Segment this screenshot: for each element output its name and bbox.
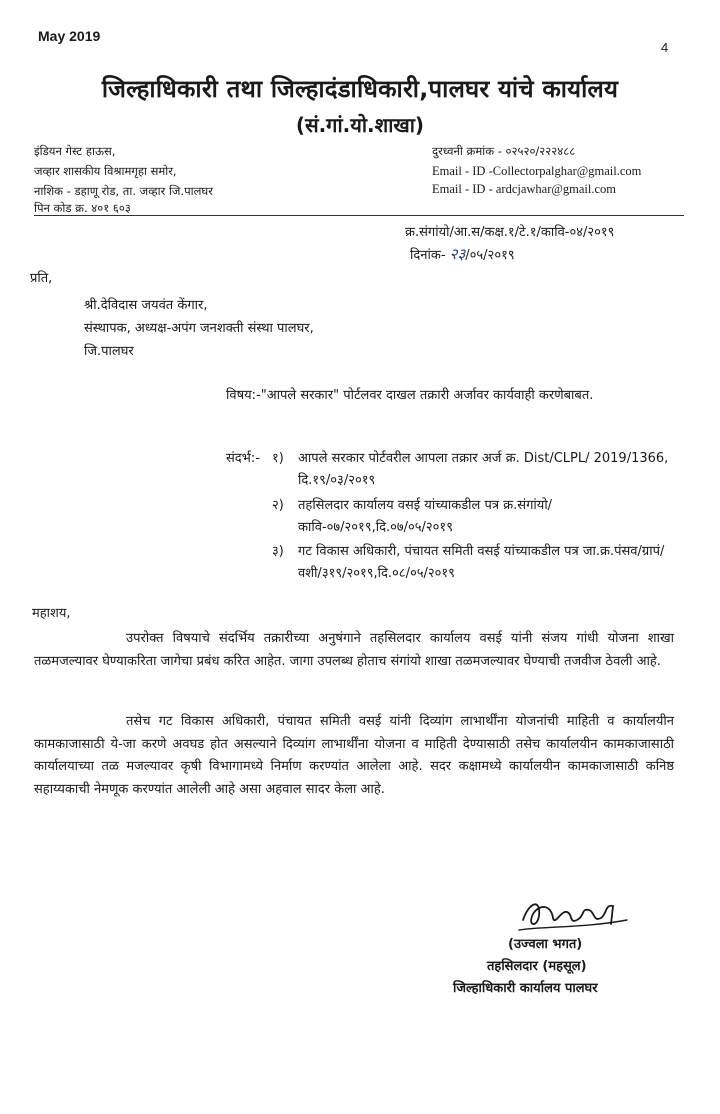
reference-item: ३) गट विकास अधिकारी, पंचायत समिती वसई यांच्याकडील पत्र जा.क्र.पंसव/ग्रापं/वशी/३१९/२०१९,दि.०८/०५/२०१९ (272, 544, 665, 581)
body-paragraph: तसेच गट विकास अधिकारी, पंचायत समिती वसई यांनी दिव्यांग लाभार्थींना योजनांची माहिती व कार्यालयीन कामकाजासाठी ये-जा करणे अवघड होत असल्याने दिव्यांग लाभार्थींना योजना व माहिती देण्यासाठी तसेच कार्यालयीन कामकाजासाठी कार्यालयाच्या तळ मजल्यावर कृषी विभागामध्ये निर्माण करण्यांत आलेला आहे. सदर कक्षामध्ये कार्यालयीन कामकाजासाठी कनिष्ठ सहाय्यकाची नेमणूक करण्यांत आलेली आहे असा अहवाल सादर केला आहे. (34, 714, 674, 797)
reference-date: दिनांक- २३/०५/२०१९ (410, 245, 515, 263)
header-divider (34, 215, 684, 216)
signatory-office: जिल्हाधिकारी कार्यालय पालघर (453, 981, 598, 996)
email-collector: Email - ID -Collectorpalghar@gmail.com (432, 164, 642, 178)
salutation: महाशय, (32, 606, 71, 621)
to-label: प्रति, (30, 271, 53, 286)
subject-line: विषय:-"आपले सरकार" पोर्टलवर दाखल तक्रारी अर्जावर कार्यवाही करणेबाबत. (226, 388, 594, 403)
address-line: जव्हार शासकीय विश्रामगृहा समोर, (34, 164, 177, 178)
page-number: 4 (661, 40, 669, 55)
signatory-designation: तहसिलदार (महसूल) (487, 959, 587, 974)
handwritten-day: २३ (449, 245, 466, 263)
office-title: जिल्हाधिकारी तथा जिल्हादंडाधिकारी,पालघर यांचे कार्यालय (101, 75, 619, 103)
email-ardc: Email - ID - ardcjawhar@gmail.com (432, 182, 617, 196)
address-line: इंडियन गेस्ट हाऊस, (34, 144, 116, 158)
phone-number: दुरध्वनी क्रमांक - ०२५२०/२२२४८८ (432, 144, 576, 158)
recipient-district: जि.पालघर (84, 344, 134, 359)
handwritten-signature (515, 890, 635, 940)
office-subtitle: (सं.गां.यो.शाखा) (295, 113, 425, 137)
address-line: नाशिक - डहाणू रोड, ता. जव्हार जि.पालघर (34, 184, 213, 198)
address-line: पिन कोड क्र. ४०१ ६०३ (34, 201, 131, 215)
reference-item: २) तहसिलदार कार्यालय वसई यांच्याकडील पत्र क्र.संगांयो/कावि-०७/२०१९,दि.०७/०५/२०१९ (272, 498, 553, 535)
reference-item: १) आपले सरकार पोर्टवरील आपला तक्रार अर्ज क्र. Dist/CLPL/ 2019/1366, दि.१९/०३/२०१९ (272, 451, 669, 488)
signatory-name: (उज्वला भगत) (508, 937, 583, 952)
body-paragraph: उपरोक्त विषयाचे संदर्भिय तक्रारीच्या अनुषंगाने तहसिलदार कार्यालय वसई यांनी संजय गांधी योजना शाखा तळमजल्यावर घेण्याकरिता जागेचा प्रबंध करित आहेत. जागा उपलब्ध होताच संगांयो शाखा तळमजल्यावर घेण्याची तजवीज ठेवली आहे. (34, 631, 674, 669)
recipient-name: श्री.देविदास जयवंत केंगार, (84, 298, 208, 313)
recipient-title: संस्थापक, अध्यक्ष-अपंग जनशक्ती संस्था पालघर, (84, 321, 314, 336)
references-label: संदर्भ:- (226, 451, 260, 466)
date-stamp: May 2019 (38, 28, 101, 44)
reference-number: क्र.संगांयो/आ.स/कक्ष.१/टे.१/कावि-०४/२०१९ (405, 225, 615, 240)
